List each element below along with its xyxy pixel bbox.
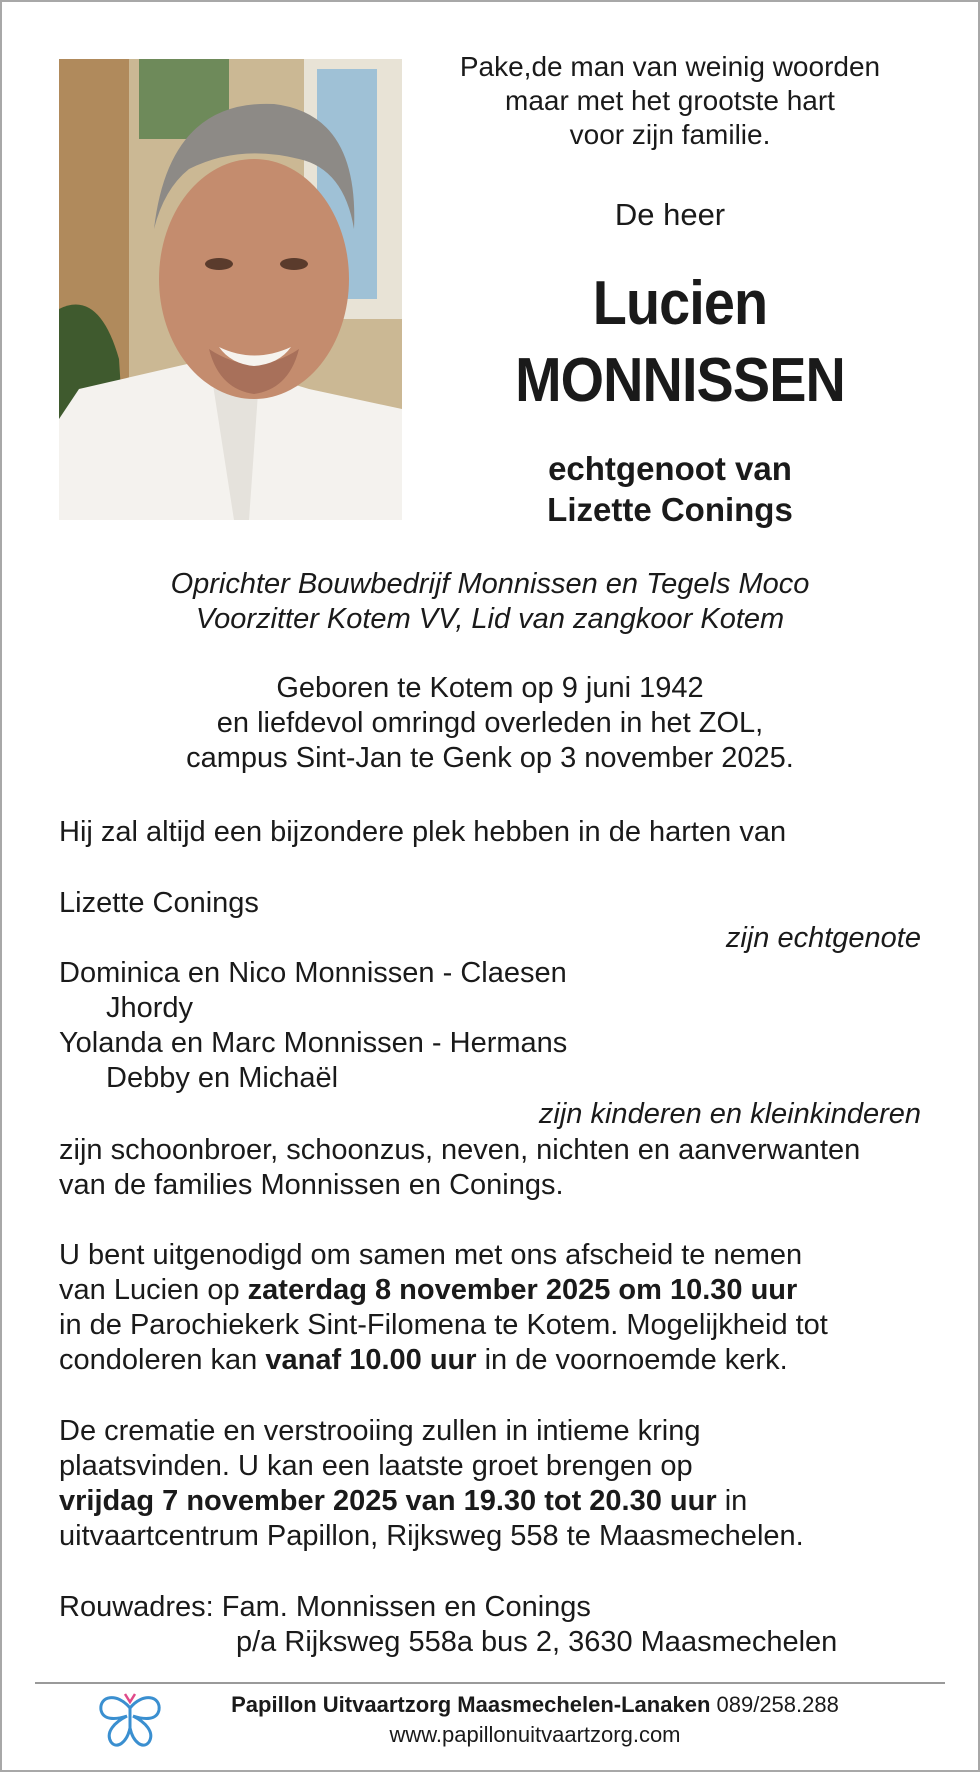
- life-line: campus Sint-Jan te Genk op 3 november 2025.: [186, 742, 794, 774]
- family-spouse-label: zijn echtgenote: [725, 922, 921, 954]
- funeral-home-name: Papillon Uitvaartzorg Maasmechelen-Lanaken: [231, 1692, 711, 1717]
- salutation: De heer: [614, 197, 726, 232]
- family-children-label: zijn kinderen en kleinkinderen: [538, 1098, 921, 1130]
- role-line: Oprichter Bouwbedrijf Monnissen en Tegels Moco: [170, 568, 810, 600]
- family-grandchild-1: Jhordy: [106, 992, 194, 1024]
- logo-wing-right: [130, 1698, 159, 1746]
- footer-company-line: [185, 1690, 885, 1720]
- life-line: en liefdevol omringd overleden in het ZOL,: [216, 707, 764, 739]
- life-line: Geboren te Kotem op 9 juni 1942: [276, 672, 704, 704]
- ceremony-line-4: [59, 1343, 828, 1378]
- quote-line: Pake,de man van weinig woorden: [459, 51, 881, 82]
- ceremony-text-part: condoleren kan: [59, 1344, 266, 1376]
- cremation-text: [59, 1414, 804, 1554]
- last-name: MONNISSEN: [515, 346, 845, 415]
- logo-antennae: [125, 1694, 135, 1702]
- address-line-1: Rouwadres: Fam. Monnissen en Conings: [59, 1591, 591, 1623]
- quote-line: maar met het grootste hart: [505, 85, 835, 116]
- cremation-text-part: in: [716, 1485, 748, 1517]
- spouse-line-2: Lizette Conings: [547, 491, 793, 528]
- quote: [420, 50, 920, 152]
- ceremony-date: zaterdag 8 november 2025 om 10.30 uur: [247, 1274, 798, 1306]
- ceremony-text-part: van Lucien op: [59, 1274, 248, 1306]
- funeral-home-website[interactable]: www.papillonuitvaartzorg.com: [389, 1722, 681, 1747]
- role-line: Voorzitter Kotem VV, Lid van zangkoor Kotem: [195, 603, 785, 635]
- life-dates: [59, 671, 921, 776]
- logo-wing-left: [101, 1698, 130, 1746]
- visitation-date: vrijdag 7 november 2025 van 19.30 tot 20.30 uur: [59, 1485, 717, 1517]
- ceremony-line-3: in de Parochiekerk Sint-Filomena te Kotem. Mogelijkheid tot: [59, 1309, 828, 1341]
- family-spouse-name: Lizette Conings: [59, 887, 259, 919]
- portrait-photo: [59, 59, 402, 520]
- ceremony-text: [59, 1238, 828, 1378]
- cremation-line-3: [59, 1484, 804, 1519]
- spouse-line-1: echtgenoot van: [548, 450, 792, 487]
- cremation-line-2: plaatsvinden. U kan een laatste groet brengen op: [59, 1450, 693, 1482]
- address-line-2: p/a Rijksweg 558a bus 2, 3630 Maasmechelen: [236, 1626, 838, 1658]
- quote-line: voor zijn familie.: [569, 119, 771, 150]
- family-child-2: Yolanda en Marc Monnissen - Hermans: [59, 1027, 568, 1059]
- butterfly-icon: [95, 1688, 165, 1750]
- family-relatives-1: zijn schoonbroer, schoonzus, neven, nichten en aanverwanten: [59, 1134, 861, 1166]
- family-grandchild-2: Debby en Michaël: [106, 1062, 339, 1094]
- family-intro: Hij zal altijd een bijzondere plek hebben in de harten van: [59, 816, 787, 848]
- roles: [59, 567, 921, 637]
- family-relatives-2: van de families Monnissen en Conings.: [59, 1169, 564, 1201]
- ceremony-line-2: [59, 1273, 828, 1308]
- footer-divider: [35, 1682, 945, 1684]
- funeral-home-phone: 089/258.288: [710, 1692, 839, 1717]
- first-name: Lucien: [592, 269, 768, 338]
- cremation-line-4: uitvaartcentrum Papillon, Rijksweg 558 te Maasmechelen.: [59, 1520, 804, 1552]
- ceremony-text-part: in de voornoemde kerk.: [476, 1344, 788, 1376]
- family-child-1: Dominica en Nico Monnissen - Claesen: [59, 957, 567, 989]
- ceremony-line-1: U bent uitgenodigd om samen met ons afscheid te nemen: [59, 1239, 803, 1271]
- cremation-line-1: De crematie en verstrooiing zullen in intieme kring: [59, 1415, 701, 1447]
- condolence-time: vanaf 10.00 uur: [265, 1344, 477, 1376]
